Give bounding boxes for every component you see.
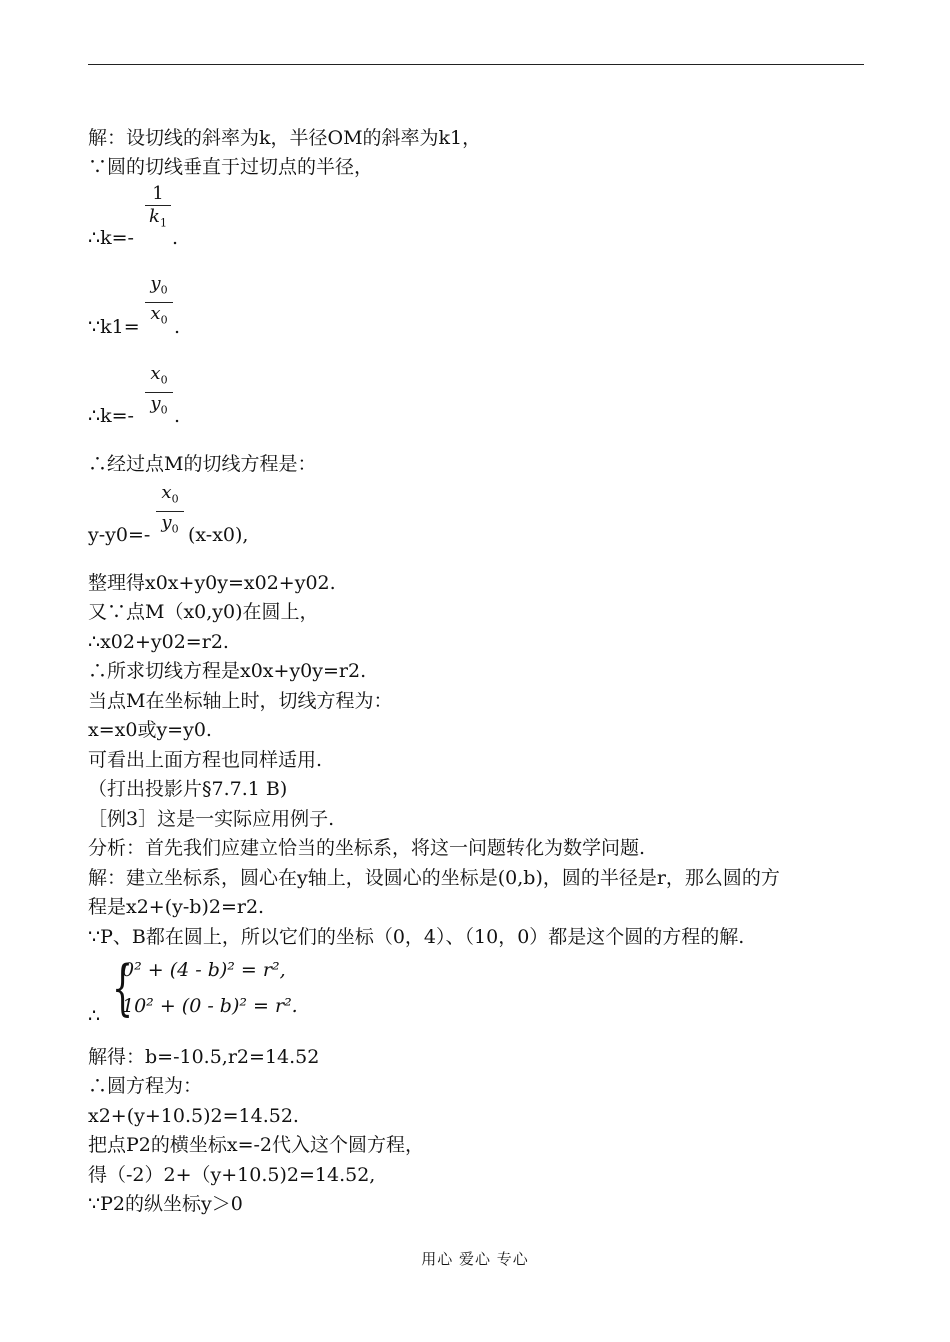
numerator: $x_0$ — [161, 482, 179, 506]
numerator: 1 — [152, 183, 164, 204]
denominator: $y_0$ — [150, 392, 168, 417]
text-line: 解：建立坐标系，圆心在y轴上，设圆心的坐标是(0,b)，圆的半径是r，那么圆的方 — [88, 867, 780, 889]
text-line: ∵圆的切线垂直于过切点的半径， — [88, 156, 374, 178]
denominator: $x_0$ — [150, 302, 168, 327]
brace: { — [112, 953, 134, 1023]
text-line: ∴k=- — [88, 227, 134, 249]
text-line: 解：设切线的斜率为k，半径OM的斜率为k1， — [88, 127, 482, 149]
text-line: x=x0或y=y0. — [88, 719, 212, 741]
equation-system — [112, 953, 312, 1025]
text-line: 又∵点M（x0,y0)在圆上， — [88, 601, 319, 623]
denominator: $y_0$ — [161, 511, 179, 536]
text-line: (x-x0), — [188, 524, 249, 546]
fraction — [145, 364, 173, 420]
text-line: 分析：首先我们应建立恰当的坐标系，将这一问题转化为数学问题. — [88, 837, 646, 859]
text-line: x2+(y+10.5)2=14.52. — [88, 1105, 299, 1127]
text-line: ∴经过点M的切线方程是： — [88, 453, 317, 475]
header-rule — [88, 64, 864, 65]
text-line: ∴k=- — [88, 405, 134, 427]
equation: 10² + (0 - b)² = r². — [122, 995, 298, 1017]
fraction — [145, 184, 171, 234]
text-line: 得（-2）2+（y+10.5)2=14.52, — [88, 1164, 376, 1186]
text-line: y-y0=- — [88, 524, 151, 546]
page-footer: 用心 爱心 专心 — [421, 1250, 529, 1268]
text-line: 程是x2+(y-b)2=r2. — [88, 896, 265, 918]
text-line: ∴圆方程为： — [88, 1075, 203, 1097]
numerator: $x_0$ — [150, 363, 168, 387]
period: . — [172, 227, 179, 249]
text-line: 当点M在坐标轴上时，切线方程为： — [88, 690, 393, 712]
text-line: ∵P、B都在圆上，所以它们的坐标（0，4）、（10，0）都是这个圆的方程的解. — [88, 926, 745, 948]
text-line: 整理得x0x+y0y=x02+y02. — [88, 572, 336, 594]
text-line: 解得：b=-10.5,r2=14.52 — [88, 1046, 320, 1068]
denominator: $k_1$ — [149, 206, 167, 230]
text-line: 把点P2的横坐标x=-2代入这个圆方程， — [88, 1134, 425, 1156]
text-line: 可看出上面方程也同样适用. — [88, 749, 323, 771]
fraction — [145, 274, 173, 330]
text-line: ∴所求切线方程是x0x+y0y=r2. — [88, 660, 367, 682]
period: . — [174, 316, 181, 338]
text-line: ∵k1= — [88, 316, 140, 338]
text-line: ∴x02+y02=r2. — [88, 631, 229, 653]
period: . — [174, 405, 181, 427]
equation: 0² + (4 - b)² = r², — [122, 959, 286, 981]
fraction — [156, 483, 184, 539]
text-line: ∵P2的纵坐标y＞0 — [88, 1193, 243, 1215]
text-line: ∴ — [88, 1005, 101, 1027]
text-line: （打出投影片§7.7.1 B) — [88, 778, 288, 800]
numerator: $y_0$ — [150, 273, 168, 297]
text-line: ［例3］这是一实际应用例子. — [88, 808, 335, 830]
